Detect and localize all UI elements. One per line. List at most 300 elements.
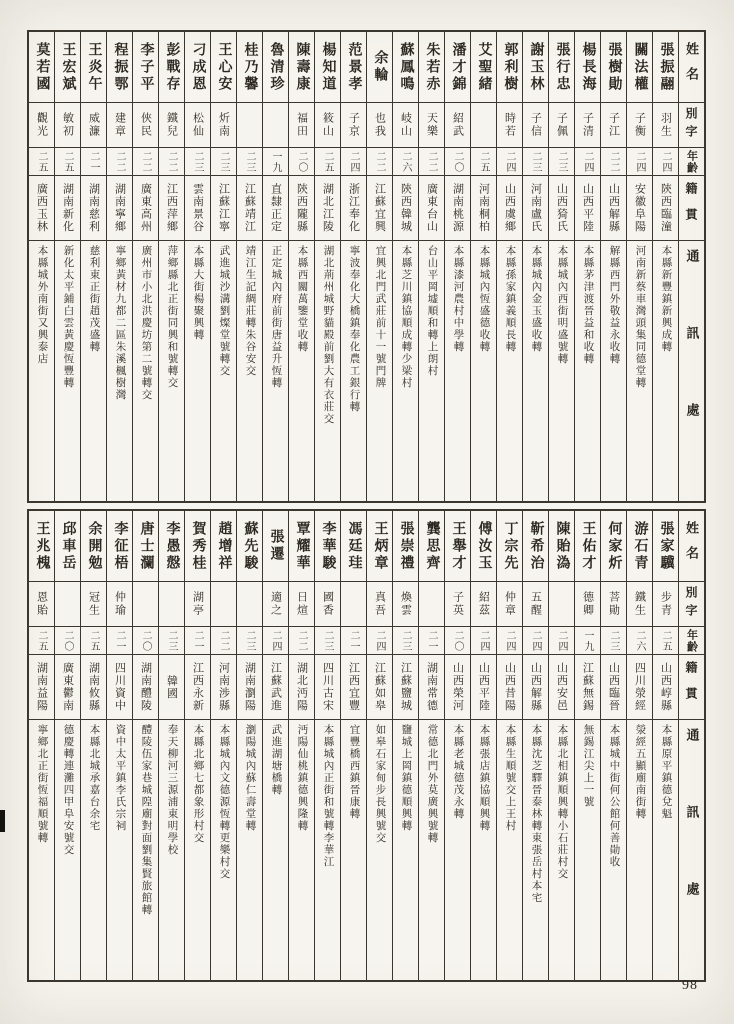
entry-age-cell (601, 627, 626, 655)
roster-entry-column (340, 511, 366, 980)
entry-origin-cell (627, 655, 652, 720)
roster-entry-column (470, 511, 496, 980)
entry-contact-cell (263, 720, 288, 980)
entry-courtesy-cell (237, 582, 262, 627)
entry-name-cell (29, 511, 54, 582)
entry-origin: 湖南益陽 (35, 662, 48, 712)
entry-origin-cell (367, 176, 392, 241)
entry-age: 二三 (556, 150, 567, 173)
entry-age: 二四 (634, 150, 645, 173)
entry-contact: 本縣城外南街又興泰店 (36, 245, 48, 365)
entry-name: 趙增祥 (216, 520, 232, 572)
entry-courtesy-cell (627, 103, 652, 148)
entry-age: 二三 (530, 150, 541, 173)
entry-courtesy-cell (523, 103, 548, 148)
entry-origin-cell (133, 655, 158, 720)
entry-courtesy: 炘南 (217, 112, 230, 138)
entry-contact-cell (341, 720, 366, 980)
entry-age-cell (393, 627, 418, 655)
entry-age: 二四 (582, 150, 593, 173)
entry-origin: 湖北沔陽 (295, 662, 308, 712)
roster-entry-column (262, 32, 288, 501)
entry-origin-cell (523, 655, 548, 720)
entry-courtesy-cell (263, 103, 288, 148)
entry-age-cell (55, 627, 80, 655)
entry-origin: 山西虞鄉 (503, 183, 516, 233)
entry-contact-cell (601, 720, 626, 980)
entry-courtesy: 仲瑜 (113, 591, 126, 617)
entry-contact: 本縣城內金玉盛收轉 (530, 245, 542, 353)
entry-name-cell (237, 511, 262, 582)
entry-contact: 滎經五顯廟南街轉 (634, 724, 646, 820)
entry-origin-cell (445, 655, 470, 720)
entry-origin-cell (497, 655, 522, 720)
header-age-cell (679, 627, 704, 655)
entry-origin: 直隸正定 (269, 183, 282, 233)
entry-origin-cell (315, 176, 340, 241)
entry-contact-cell (549, 720, 574, 980)
header-origin: 籍貫 (684, 661, 698, 713)
header-origin-cell (679, 655, 704, 720)
entry-courtesy-cell (445, 582, 470, 627)
entry-name-cell (627, 32, 652, 103)
entry-contact-cell (523, 720, 548, 980)
entry-age-cell (497, 148, 522, 176)
roster-entry-column (574, 32, 600, 501)
entry-age: 二一 (88, 150, 99, 173)
entry-name-cell (211, 511, 236, 582)
entry-contact-cell (263, 241, 288, 501)
roster-entry-column (54, 511, 80, 980)
entry-courtesy: 時若 (503, 112, 516, 138)
entry-age-cell (341, 627, 366, 655)
entry-contact-cell (367, 720, 392, 980)
entry-courtesy-cell (29, 103, 54, 148)
roster-entry-column (262, 511, 288, 980)
entry-age: 二四 (504, 629, 515, 652)
entry-origin: 雲南景谷 (191, 183, 204, 233)
entry-age-cell (341, 148, 366, 176)
entry-origin: 湖南桃源 (451, 183, 464, 233)
entry-courtesy-cell (393, 582, 418, 627)
entry-contact: 奉天柳河三源浦東明學校 (166, 724, 178, 856)
entry-courtesy-cell (185, 582, 210, 627)
entry-courtesy: 菩勛 (607, 591, 620, 617)
roster-entry-column (626, 511, 652, 980)
entry-name: 程振鄂 (112, 41, 128, 93)
scan-edge-artifact (0, 810, 5, 832)
entry-origin: 江西宜豐 (347, 662, 360, 712)
entry-contact: 解縣西門外敬益永收轉 (608, 245, 620, 365)
entry-contact: 本縣城內恆盛德收轉 (478, 245, 490, 353)
entry-origin-cell (263, 655, 288, 720)
entry-age: 二〇 (140, 629, 151, 652)
entry-age-cell (575, 627, 600, 655)
entry-courtesy: 子衡 (633, 112, 646, 138)
entry-origin-cell (107, 655, 132, 720)
entry-name: 張崇禮 (398, 520, 414, 572)
entry-courtesy-cell (211, 582, 236, 627)
entry-contact: 武進湖塘橋轉 (270, 724, 282, 796)
entry-contact: 本縣西關萬鑒堂收轉 (296, 245, 308, 353)
entry-name-cell (29, 32, 54, 103)
entry-name: 張家驥 (658, 520, 674, 572)
entry-age-cell (393, 148, 418, 176)
entry-age-cell (627, 627, 652, 655)
entry-contact-cell (445, 241, 470, 501)
entry-name: 關法權 (632, 41, 648, 93)
entry-origin: 湖南常德 (425, 662, 438, 712)
entry-courtesy-cell (601, 582, 626, 627)
entry-contact: 本縣城內正街和號轉李華江 (322, 724, 334, 868)
entry-name: 蘇先駿 (242, 520, 258, 572)
entry-courtesy-cell (471, 103, 496, 148)
entry-name-cell (107, 32, 132, 103)
entry-name: 桂乃馨 (242, 41, 258, 93)
entry-courtesy-cell (367, 582, 392, 627)
entry-name-cell (263, 511, 288, 582)
roster-entry-column (626, 32, 652, 501)
roster-entry-column (600, 32, 626, 501)
header-name-cell (679, 32, 704, 103)
entry-age: 二四 (660, 150, 671, 173)
entry-origin: 江蘇武進 (269, 662, 282, 712)
entry-courtesy: 恩貽 (35, 591, 48, 617)
roster-entry-column (106, 32, 132, 501)
entry-age-cell (185, 627, 210, 655)
entry-name-cell (263, 32, 288, 103)
entry-name: 王宏斌 (60, 41, 76, 93)
entry-name: 傅汝玉 (476, 520, 492, 572)
entry-contact: 廣州市小北洪慶坊第二號轉交 (140, 245, 152, 401)
entry-courtesy: 紹武 (451, 112, 464, 138)
entry-courtesy-cell (601, 103, 626, 148)
entry-name-cell (159, 511, 184, 582)
entry-courtesy-cell (107, 582, 132, 627)
entry-origin: 江西永新 (191, 662, 204, 712)
entry-age-cell (315, 148, 340, 176)
header-origin-cell (679, 176, 704, 241)
entry-courtesy-cell (159, 582, 184, 627)
entry-age-cell (133, 148, 158, 176)
entry-origin: 湖北江陵 (321, 183, 334, 233)
entry-name-cell (341, 511, 366, 582)
entry-contact: 本縣北城承嘉台余宅 (88, 724, 100, 832)
roster-entry-column (418, 511, 444, 980)
entry-origin: 山西安邑 (555, 662, 568, 712)
entry-courtesy: 紹茲 (477, 591, 490, 617)
entry-origin-cell (263, 176, 288, 241)
page-number: 98 (682, 978, 698, 993)
entry-origin-cell (81, 176, 106, 241)
entry-contact-cell (211, 241, 236, 501)
entry-courtesy: 子江 (607, 112, 620, 138)
entry-contact-cell (133, 241, 158, 501)
entry-origin-cell (653, 176, 678, 241)
entry-contact-cell (393, 241, 418, 501)
entry-name-cell (185, 511, 210, 582)
entry-age: 二一 (426, 629, 437, 652)
entry-courtesy-cell (497, 103, 522, 148)
entry-courtesy: 也我 (373, 112, 386, 138)
entry-contact-cell (341, 241, 366, 501)
entry-name: 王心安 (216, 41, 232, 93)
entry-age: 二一 (348, 629, 359, 652)
entry-age: 二二 (140, 150, 151, 173)
entry-name-cell (575, 32, 600, 103)
entry-name-cell (107, 511, 132, 582)
entry-name-cell (55, 32, 80, 103)
entry-origin: 湖南瀏陽 (243, 662, 256, 712)
entry-age-cell (653, 627, 678, 655)
entry-courtesy: 俠民 (139, 112, 152, 138)
entry-contact-cell (549, 241, 574, 501)
entry-age-cell (523, 148, 548, 176)
entry-origin: 安徽阜陽 (633, 183, 646, 233)
roster-entry-column (548, 511, 574, 980)
entry-name-cell (367, 511, 392, 582)
entry-contact: 河南新蔡車灣頭集同德堂轉 (634, 245, 646, 389)
entry-origin-cell (653, 655, 678, 720)
entry-contact: 台山平岡墟順和轉上朗村 (426, 245, 438, 377)
roster-entry-column (236, 32, 262, 501)
entry-contact-cell (289, 720, 314, 980)
entry-contact-cell (315, 241, 340, 501)
entry-contact: 本縣沈芝驛晉泰林轉東張岳村本宅 (530, 724, 542, 904)
entry-age: 二二 (374, 150, 385, 173)
entry-contact: 本縣老城德茂永轉 (452, 724, 464, 820)
entry-age: 二三 (244, 629, 255, 652)
entry-courtesy-cell (133, 103, 158, 148)
entry-origin: 陝西臨潼 (659, 183, 672, 233)
entry-name-cell (575, 511, 600, 582)
header-name: 姓名 (684, 521, 699, 571)
entry-contact: 本縣孫家鎮義順長轉 (504, 245, 516, 353)
entry-contact-cell (471, 241, 496, 501)
entry-courtesy: 筱山 (321, 112, 334, 138)
entry-age-cell (315, 627, 340, 655)
entry-name: 莫若國 (34, 41, 50, 93)
roster-entry-column (132, 32, 158, 501)
entry-age: 二四 (478, 629, 489, 652)
entry-origin-cell (81, 655, 106, 720)
entry-origin-cell (185, 655, 210, 720)
entry-courtesy: 鐵兒 (165, 112, 178, 138)
entry-courtesy-cell (185, 103, 210, 148)
entry-courtesy: 煥雲 (399, 591, 412, 617)
entry-origin: 江蘇鹽城 (399, 662, 412, 712)
entry-age: 二三 (322, 629, 333, 652)
entry-origin-cell (315, 655, 340, 720)
entry-origin-cell (575, 655, 600, 720)
entry-name-cell (653, 511, 678, 582)
entry-origin: 山西猗氏 (555, 183, 568, 233)
entry-contact-cell (107, 720, 132, 980)
entry-name: 唐士瀾 (138, 520, 154, 572)
entry-origin-cell (289, 176, 314, 241)
entry-contact: 正定城內府前街唐益升恆轉 (270, 245, 282, 389)
entry-contact: 本縣芝川鎮協順成轉少梁村 (400, 245, 412, 389)
entry-name: 王炎午 (86, 41, 102, 93)
entry-origin: 湖南寧鄉 (113, 183, 126, 233)
entry-name: 丁宗先 (502, 520, 518, 572)
entry-courtesy-cell (55, 582, 80, 627)
entry-name: 張行忠 (554, 41, 570, 93)
entry-age: 二三 (166, 629, 177, 652)
entry-courtesy-cell (575, 582, 600, 627)
entry-age: 二六 (634, 629, 645, 652)
entry-age: 一九 (270, 150, 281, 173)
entry-contact: 醴陵伍家巷城隍廟對面劉集賢旅館轉 (140, 724, 152, 916)
entry-age-cell (81, 148, 106, 176)
entry-contact-cell (29, 241, 54, 501)
entry-courtesy-cell (393, 103, 418, 148)
entry-age: 二〇 (452, 150, 463, 173)
entry-name: 何家炘 (606, 520, 622, 572)
entry-age: 二〇 (452, 629, 463, 652)
entry-contact-cell (575, 241, 600, 501)
entry-contact: 本縣城內西街明盛號轉 (556, 245, 568, 365)
entry-contact: 湖北荊州城野貓殿前劉大有衣莊交 (322, 245, 334, 425)
entry-age-cell (445, 627, 470, 655)
entry-age-cell (601, 148, 626, 176)
entry-courtesy-cell (653, 103, 678, 148)
entry-age-cell (263, 148, 288, 176)
entry-age-cell (523, 627, 548, 655)
entry-contact: 常德北門外莫廣興號轉 (426, 724, 438, 844)
roster-entry-column (158, 32, 184, 501)
entry-contact-cell (185, 241, 210, 501)
header-age-cell (679, 148, 704, 176)
entry-name-cell (549, 32, 574, 103)
entry-age-cell (185, 148, 210, 176)
entry-contact-cell (81, 241, 106, 501)
entry-age: 二三 (608, 629, 619, 652)
entry-name-cell (523, 32, 548, 103)
entry-origin: 山西解縣 (607, 183, 620, 233)
entry-name: 張振翮 (658, 41, 674, 93)
entry-name-cell (289, 32, 314, 103)
entry-contact: 寧波奉化大橋鎮奉化農工銀行轉 (348, 245, 360, 413)
entry-name: 李愚慤 (164, 520, 180, 572)
roster-entry-column (548, 32, 574, 501)
entry-courtesy: 步青 (659, 591, 672, 617)
entry-origin-cell (419, 655, 444, 720)
entry-origin-cell (523, 176, 548, 241)
entry-name-cell (471, 511, 496, 582)
entry-origin-cell (497, 176, 522, 241)
roster-entry-column (470, 32, 496, 501)
entry-origin-cell (601, 655, 626, 720)
entry-contact-cell (497, 241, 522, 501)
entry-age: 二五 (322, 150, 333, 173)
entry-origin: 河南涉縣 (217, 662, 230, 712)
entry-age: 二〇 (296, 150, 307, 173)
header-column (678, 511, 704, 980)
roster-entry-column (496, 32, 522, 501)
roster-entry-column (29, 511, 54, 980)
entry-age: 二一 (192, 629, 203, 652)
entry-courtesy-cell (627, 582, 652, 627)
entry-age: 二一 (114, 629, 125, 652)
entry-age-cell (263, 627, 288, 655)
roster-entry-column (392, 32, 418, 501)
roster-entry-column (444, 32, 470, 501)
entry-origin: 江蘇江寧 (217, 183, 230, 233)
entry-age-cell (471, 148, 496, 176)
entry-name-cell (497, 511, 522, 582)
entry-courtesy-cell (523, 582, 548, 627)
entry-origin: 山西臨晉 (607, 662, 620, 712)
roster-entry-column (574, 511, 600, 980)
entry-origin: 湖南新化 (61, 183, 74, 233)
roster-entry-column (314, 511, 340, 980)
entry-contact: 本縣新豐鎮新興成轉 (660, 245, 672, 353)
entry-origin: 河南盧氏 (529, 183, 542, 233)
entry-age: 二五 (478, 150, 489, 173)
entry-name: 張樹勛 (606, 41, 622, 93)
roster-table-top (27, 30, 706, 503)
entry-age: 二四 (556, 629, 567, 652)
entry-origin-cell (29, 655, 54, 720)
entry-contact: 寧鄉黃材九都二區朱溪楓樹灣 (114, 245, 126, 401)
entry-age: 二四 (504, 150, 515, 173)
entry-contact-cell (601, 241, 626, 501)
entry-origin-cell (627, 176, 652, 241)
entry-name: 郭利樹 (502, 41, 518, 93)
entry-courtesy: 子京 (347, 112, 360, 138)
entry-age-cell (289, 148, 314, 176)
entry-contact-cell (627, 720, 652, 980)
entry-origin: 浙江奉化 (347, 183, 360, 233)
entry-age: 二四 (374, 629, 385, 652)
header-courtesy: 別字 (684, 586, 698, 622)
entry-contact: 靖江生記綢莊轉朱谷安交 (244, 245, 256, 377)
entry-courtesy: 仲章 (503, 591, 516, 617)
roster-entry-column (522, 511, 548, 980)
entry-courtesy-cell (341, 103, 366, 148)
entry-courtesy: 岐山 (399, 112, 412, 138)
entry-contact: 無錫江尖上一號 (582, 724, 594, 808)
entry-courtesy: 敏初 (61, 112, 74, 138)
entry-origin-cell (393, 655, 418, 720)
entry-origin-cell (159, 176, 184, 241)
entry-courtesy: 子信 (529, 112, 542, 138)
entry-age: 二三 (244, 150, 255, 173)
entry-name-cell (81, 511, 106, 582)
header-contact: 通訊處 (684, 249, 700, 480)
entry-contact: 鹽城上岡鎮德順興轉 (400, 724, 412, 832)
roster-entry-column (210, 32, 236, 501)
entry-origin: 廣東台山 (425, 183, 438, 233)
entry-age: 二三 (218, 150, 229, 173)
entry-courtesy: 鐵生 (633, 591, 646, 617)
entry-origin-cell (549, 176, 574, 241)
entry-courtesy: 天樂 (425, 112, 438, 138)
entry-age-cell (653, 148, 678, 176)
entry-contact-cell (211, 720, 236, 980)
entry-name-cell (315, 511, 340, 582)
entry-contact: 武進城沙溝劉燦堂號轉交 (218, 245, 230, 377)
entry-age-cell (419, 627, 444, 655)
roster-entry-column (288, 32, 314, 501)
entry-name: 刁成恩 (190, 41, 206, 93)
entry-name: 謝玉林 (528, 41, 544, 93)
entry-contact-cell (419, 720, 444, 980)
entry-origin-cell (367, 655, 392, 720)
entry-origin: 山西解縣 (529, 662, 542, 712)
entry-age-cell (81, 627, 106, 655)
